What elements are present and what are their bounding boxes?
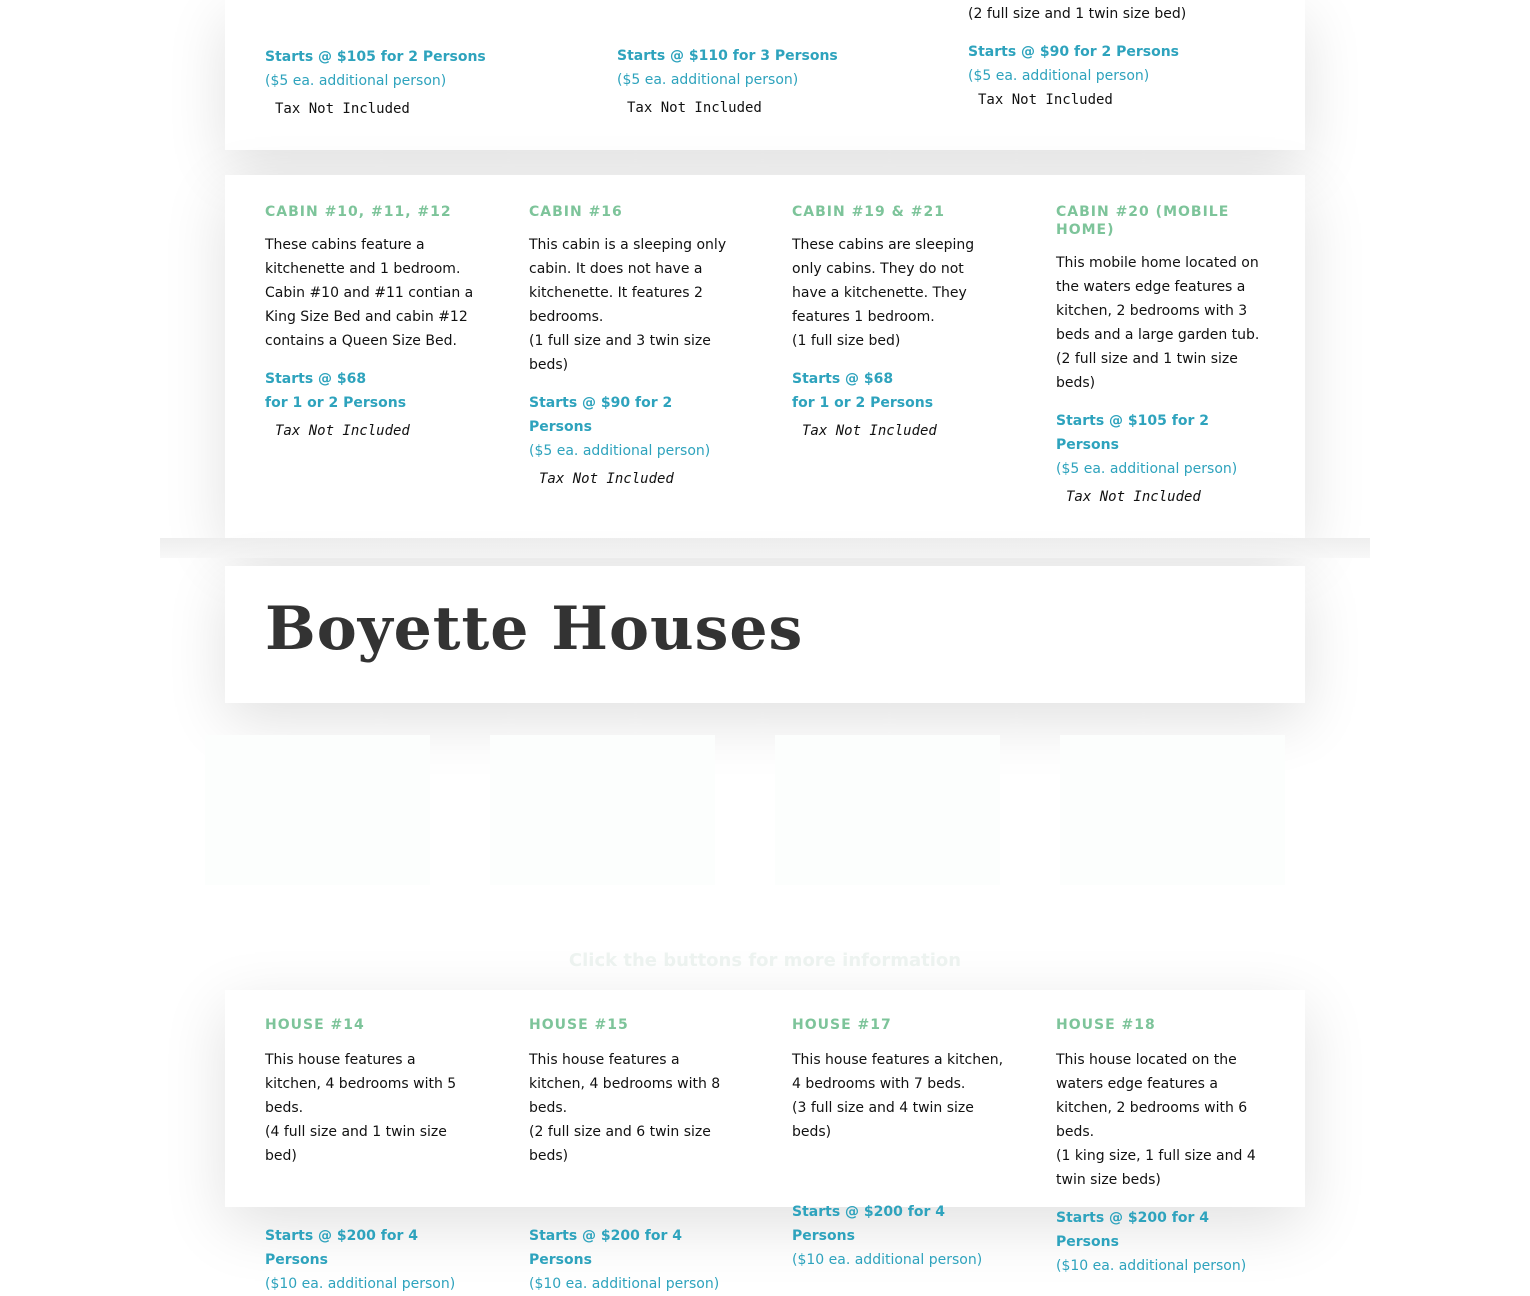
house-button-placeholder[interactable]: [490, 735, 715, 885]
additional-person-note: ($10 ea. additional person): [792, 1252, 983, 1268]
additional-person-note: ($5 ea. additional person): [1056, 461, 1238, 477]
additional-person-note: ($5 ea. additional person): [968, 68, 1150, 84]
house-description: This house features a kitchen, 4 bedrooms with 7 beds.: [792, 1052, 1004, 1092]
house-heading: HOUSE #18: [1056, 1017, 1156, 1033]
additional-person-note: ($10 ea. additional person): [529, 1276, 720, 1292]
price-label: Starts @ $90 for 2 Persons: [529, 395, 673, 435]
price-label: Starts @ $200 for 4 Persons: [265, 1228, 418, 1268]
cabin-description: This cabin is a sleeping only cabin. It does not have a kitchenette. It features 2 bedrooms.: [529, 237, 727, 325]
bed-summary: (2 full size and 1 twin size beds): [1056, 351, 1238, 391]
cabin-description: These cabins feature a kitchenette and 1 bedroom. Cabin #10 and #11 contian a King Size Bed and cabin #12 contains a Queen Size Bed.: [265, 237, 474, 349]
price-label: Starts @ $90 for 2 Persons: [968, 44, 1180, 60]
house-card: [265, 1016, 475, 1296]
cabin-description: This mobile home located on the waters edge features a kitchen, 2 bedrooms with 3 beds and a large garden tub.: [1056, 255, 1260, 343]
tax-note: Tax Not Included: [1066, 489, 1201, 505]
houses-panel: [225, 990, 1305, 1292]
cabin-heading: CABIN #16: [529, 204, 623, 220]
house-description: This house located on the waters edge features a kitchen, 2 bedrooms with 6 beds.: [1056, 1052, 1248, 1140]
price-label: Starts @ $105 for 2 Persons: [1056, 413, 1209, 453]
top-col-3: [968, 2, 1288, 108]
price-label: Starts @ $110 for 3 Persons: [617, 48, 838, 64]
price-label: Starts @ $68: [792, 371, 894, 387]
tax-note: Tax Not Included: [275, 101, 410, 117]
additional-person-note: ($5 ea. additional person): [617, 72, 799, 88]
top-pricing-panel: [225, 0, 1305, 150]
price-label: Starts @ $200 for 4 Persons: [792, 1204, 945, 1244]
cabin-card: [529, 203, 739, 487]
price-label: Starts @ $105 for 2 Persons: [265, 49, 486, 65]
price-persons: for 1 or 2 Persons: [792, 395, 934, 411]
cabin-heading: CABIN #20 (MOBILE HOME): [1056, 204, 1230, 238]
house-heading: HOUSE #15: [529, 1017, 629, 1033]
price-label: Starts @ $200 for 4 Persons: [529, 1228, 682, 1268]
section-title: Boyette Houses: [265, 594, 804, 664]
house-description: This house features a kitchen, 4 bedrooms with 5 beds.: [265, 1052, 457, 1116]
bed-summary: (4 full size and 1 twin size bed): [265, 1124, 447, 1164]
bed-summary: (1 full size and 3 twin size beds): [529, 333, 711, 373]
house-heading: HOUSE #14: [265, 1017, 365, 1033]
house-description: This house features a kitchen, 4 bedrooms with 8 beds.: [529, 1052, 721, 1116]
tax-note: Tax Not Included: [275, 423, 410, 439]
top-col-1: [265, 45, 585, 117]
cabin-card: [792, 203, 1002, 439]
bed-summary: (1 full size bed): [792, 333, 901, 349]
tax-note: Tax Not Included: [978, 92, 1113, 108]
house-heading: HOUSE #17: [792, 1017, 892, 1033]
houses-title-panel: [225, 566, 1305, 703]
house-card: [792, 1016, 1007, 1272]
tax-note: Tax Not Included: [802, 423, 937, 439]
bed-summary: (3 full size and 4 twin size beds): [792, 1100, 974, 1140]
bed-summary: (1 king size, 1 full size and 4 twin size beds): [1056, 1148, 1256, 1188]
cabin-description: These cabins are sleeping only cabins. They do not have a kitchenette. They features 1 bedroom.: [792, 237, 975, 325]
tax-note: Tax Not Included: [627, 100, 762, 116]
additional-person-note: ($5 ea. additional person): [529, 443, 711, 459]
bed-summary: (2 full size and 6 twin size beds): [529, 1124, 711, 1164]
click-instructions: Click the buttons for more information: [568, 950, 962, 971]
top-col-2: [617, 44, 937, 116]
additional-person-note: ($10 ea. additional person): [265, 1276, 456, 1292]
additional-person-note: ($10 ea. additional person): [1056, 1258, 1247, 1274]
cabin-card: [1056, 203, 1266, 505]
house-button-placeholder[interactable]: [205, 735, 430, 885]
cabin-card: [265, 203, 475, 439]
house-card: [1056, 1016, 1266, 1278]
price-label: Starts @ $68: [265, 371, 367, 387]
house-button-placeholder[interactable]: [1060, 735, 1285, 885]
cabins-panel: [225, 175, 1305, 538]
bed-summary: (2 full size and 1 twin size bed): [968, 6, 1187, 22]
additional-person-note: ($5 ea. additional person): [265, 73, 447, 89]
tax-note: Tax Not Included: [539, 471, 674, 487]
price-persons: for 1 or 2 Persons: [265, 395, 407, 411]
house-button-placeholder[interactable]: [775, 735, 1000, 885]
cabin-heading: CABIN #19 & #21: [792, 204, 945, 220]
house-card: [529, 1016, 739, 1296]
price-label: Starts @ $200 for 4 Persons: [1056, 1210, 1209, 1250]
section-divider: [160, 538, 1370, 558]
cabin-heading: CABIN #10, #11, #12: [265, 204, 452, 220]
